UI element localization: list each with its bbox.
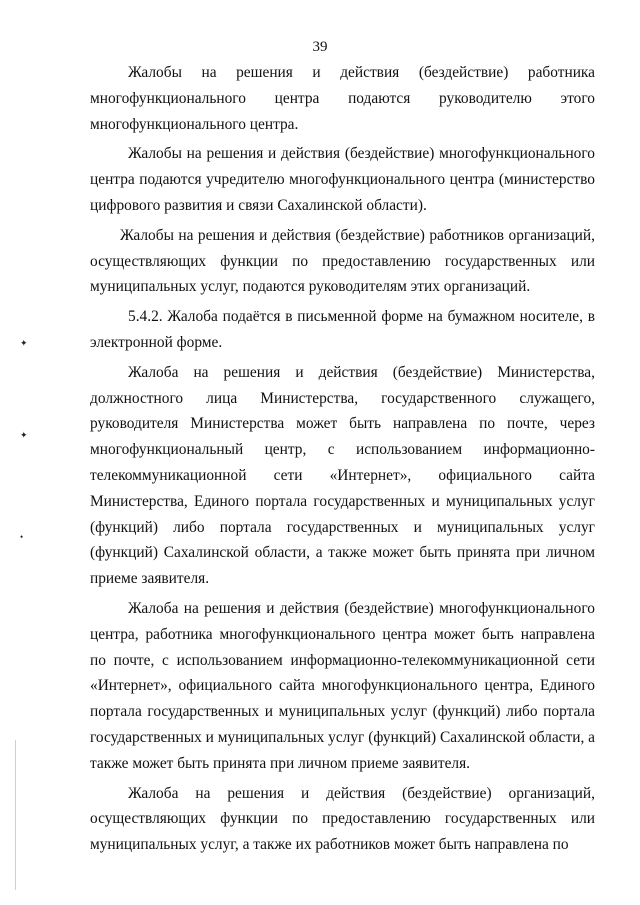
document-body (90, 60, 595, 858)
paragraph: 5.4.2. Жалоба подаётся в письменной форме на бумажном носителе, в электронной форме. (90, 308, 595, 351)
paragraph: Жалоба на решения и действия (бездействие) организаций, осуществляющих функции по предоставлению государственных или муниципальных услуг, а также их работников может быть направлена по (90, 784, 595, 854)
paragraph: Жалоба на решения и действия (бездействие) Министерства, должностного лица Министерства, государственного служащего, руководителя Министерства может быть направлена по почте, через многофункциональный центр, с использованием информационно-телекоммуникационной сети «Интернет», официального сайта Министерства, Единого портала государственных и муниципальных услуг (функций) либо портала государственных и муниципальных услуг (функций) Сахалинской области, а также может быть принята при личном приеме заявителя. (90, 363, 595, 588)
margin-mark: ✦ (20, 338, 28, 348)
paragraph: Жалобы на решения и действия (бездействие) работника многофункционального центра подаются руководителю этого многофункционального центра. (90, 64, 595, 133)
paragraph: Жалобы на решения и действия (бездействие) работников организаций, осуществляющих функции по предоставлению государственных или муниципальных услуг, подаются руководителям этих организаций. (90, 226, 595, 296)
paragraph: Жалоба на решения и действия (бездействие) многофункционального центра, работника многофункционального центра может быть направлена по почте, с использованием информационно-телекоммуникационной сети «Интернет», официального сайта многофункционального центра, Единого портала государственных и муниципальных услуг (функций) либо портала государственных и муниципальных услуг (функций) Сахалинской области, а также может быть принята при личном приеме заявителя. (90, 599, 595, 772)
page-number: 39 (312, 39, 328, 55)
margin-mark: • (20, 532, 24, 542)
margin-mark: ✦ (20, 430, 28, 440)
paragraph: Жалобы на решения и действия (бездействие) многофункционального центра подаются учредителю многофункционального центра (министерство цифрового развития и связи Сахалинской области). (90, 145, 595, 214)
scan-artifact-line (15, 740, 16, 890)
